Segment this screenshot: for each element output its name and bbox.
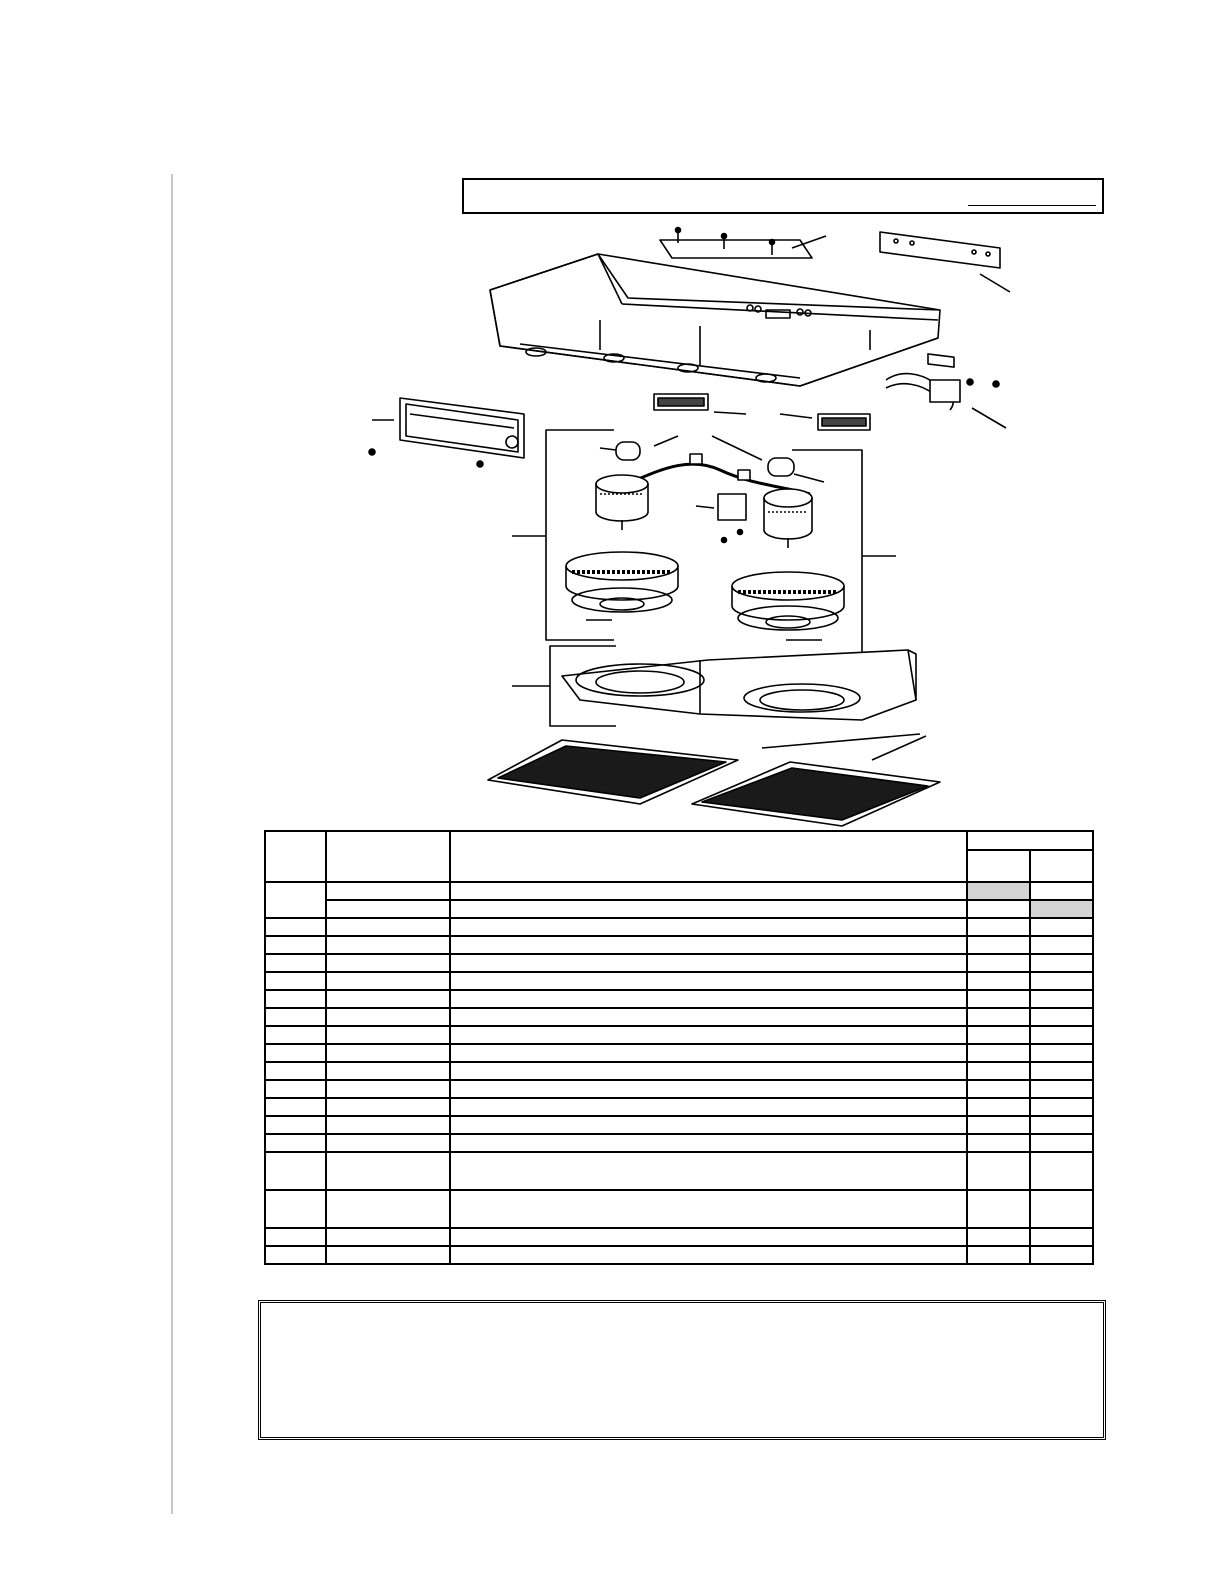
table-row [265, 1062, 1093, 1080]
part-cell [326, 1152, 450, 1190]
desc-cell [450, 936, 967, 954]
model-b-cell [1030, 1098, 1093, 1116]
desc-cell [450, 972, 967, 990]
model-b-cell [1030, 1044, 1093, 1062]
table-row [265, 1026, 1093, 1044]
desc-cell [450, 1190, 967, 1228]
part-cell [326, 882, 450, 900]
model-a-cell [967, 1008, 1030, 1026]
model-b-cell [1030, 1008, 1093, 1026]
desc-cell [450, 1080, 967, 1098]
key-cell [265, 990, 326, 1008]
right-blower-wheel [732, 572, 844, 640]
model-a-cell [967, 1044, 1030, 1062]
table-row [265, 918, 1093, 936]
desc-cell [450, 1228, 967, 1246]
key-cell [265, 1246, 326, 1264]
part-cell [326, 1190, 450, 1228]
model-b-cell [1030, 1190, 1093, 1228]
table-row [265, 900, 1093, 918]
table-row [265, 1228, 1093, 1246]
model-a-cell [967, 882, 1030, 900]
key-cell [265, 1134, 326, 1152]
model-b-cell [1030, 1134, 1093, 1152]
model-a-cell [967, 1228, 1030, 1246]
model-a-cell [967, 1246, 1030, 1264]
terminal-block-harness [886, 374, 1006, 428]
key-cell [265, 972, 326, 990]
model-a-cell [967, 936, 1030, 954]
part-cell [326, 1246, 450, 1264]
key-cell [265, 1008, 326, 1026]
subheader-model-a [967, 850, 1030, 882]
desc-cell [450, 1116, 967, 1134]
part-cell [326, 972, 450, 990]
parts-list-table [264, 830, 1094, 1265]
key-cell [265, 1026, 326, 1044]
model-a-cell [967, 1098, 1030, 1116]
part-cell [326, 990, 450, 1008]
table-header-row [265, 831, 1093, 850]
table-row [265, 882, 1093, 900]
part-cell [326, 1228, 450, 1246]
model-a-cell [967, 990, 1030, 1008]
model-b-cell [1030, 882, 1093, 900]
grease-filters [488, 734, 940, 826]
part-cell [326, 936, 450, 954]
key-cell [265, 936, 326, 954]
note-box [258, 1300, 1106, 1440]
model-b-cell [1030, 900, 1093, 918]
part-cell [326, 1116, 450, 1134]
top-cover-plate [660, 228, 826, 259]
center-control-module [696, 494, 746, 543]
model-b-cell [1030, 1026, 1093, 1044]
header-model-group [967, 831, 1093, 850]
key-cell [265, 1062, 326, 1080]
model-b-cell [1030, 1062, 1093, 1080]
desc-cell [450, 954, 967, 972]
model-a-cell [967, 1152, 1030, 1190]
model-a-cell [967, 954, 1030, 972]
key-cell [265, 882, 326, 918]
header-description [450, 831, 967, 882]
key-cell [265, 1116, 326, 1134]
model-a-cell [967, 1080, 1030, 1098]
model-a-cell [967, 918, 1030, 936]
part-cell [326, 918, 450, 936]
table-row [265, 1008, 1093, 1026]
table-row [265, 1190, 1093, 1228]
hood-body [490, 254, 940, 386]
subheader-model-b [1030, 850, 1093, 882]
key-cell [265, 1044, 326, 1062]
model-b-cell [1030, 972, 1093, 990]
model-b-cell [1030, 990, 1093, 1008]
desc-cell [450, 1246, 967, 1264]
table-row [265, 1246, 1093, 1264]
key-cell [265, 954, 326, 972]
table-row [265, 1152, 1093, 1190]
model-a-cell [967, 1026, 1030, 1044]
model-b-cell [1030, 1228, 1093, 1246]
part-cell [326, 1134, 450, 1152]
part-cell [326, 1008, 450, 1026]
model-b-cell [1030, 954, 1093, 972]
table-row [265, 990, 1093, 1008]
table-row [265, 936, 1093, 954]
key-cell [265, 1228, 326, 1246]
table-row [265, 972, 1093, 990]
table-row [265, 1080, 1093, 1098]
model-b-cell [1030, 1152, 1093, 1190]
key-cell [265, 1152, 326, 1190]
model-b-cell [1030, 918, 1093, 936]
desc-cell [450, 882, 967, 900]
key-cell [265, 1080, 326, 1098]
table-row [265, 1098, 1093, 1116]
part-cell [326, 1062, 450, 1080]
light-housings [654, 394, 870, 430]
part-cell [326, 1044, 450, 1062]
part-cell [326, 1098, 450, 1116]
table-row [265, 1134, 1093, 1152]
model-b-cell [1030, 936, 1093, 954]
left-blower-wheel [566, 552, 678, 620]
right-motor [764, 489, 812, 548]
key-cell [265, 1098, 326, 1116]
model-a-cell [967, 1190, 1030, 1228]
model-b-cell [1030, 1116, 1093, 1134]
table-row [265, 1044, 1093, 1062]
header-key-no [265, 831, 326, 882]
desc-cell [450, 1062, 967, 1080]
part-cell [326, 1026, 450, 1044]
blower-housing-plate [512, 646, 916, 726]
model-a-cell [967, 972, 1030, 990]
desc-cell [450, 990, 967, 1008]
model-a-cell [967, 1134, 1030, 1152]
model-a-cell [967, 900, 1030, 918]
duct-connector [369, 398, 524, 467]
desc-cell [450, 1098, 967, 1116]
desc-cell [450, 1026, 967, 1044]
desc-cell [450, 1008, 967, 1026]
desc-cell [450, 1134, 967, 1152]
desc-cell [450, 918, 967, 936]
desc-cell [450, 1044, 967, 1062]
part-cell [326, 900, 450, 918]
model-b-cell [1030, 1080, 1093, 1098]
model-a-cell [967, 1062, 1030, 1080]
desc-cell [450, 900, 967, 918]
model-a-cell [967, 1116, 1030, 1134]
header-part-no [326, 831, 450, 882]
key-cell [265, 918, 326, 936]
table-row [265, 1116, 1093, 1134]
table-row [265, 954, 1093, 972]
key-cell [265, 1190, 326, 1228]
left-motor [596, 475, 648, 530]
part-cell [326, 954, 450, 972]
part-cell [326, 1080, 450, 1098]
model-b-cell [1030, 1246, 1093, 1264]
desc-cell [450, 1152, 967, 1190]
